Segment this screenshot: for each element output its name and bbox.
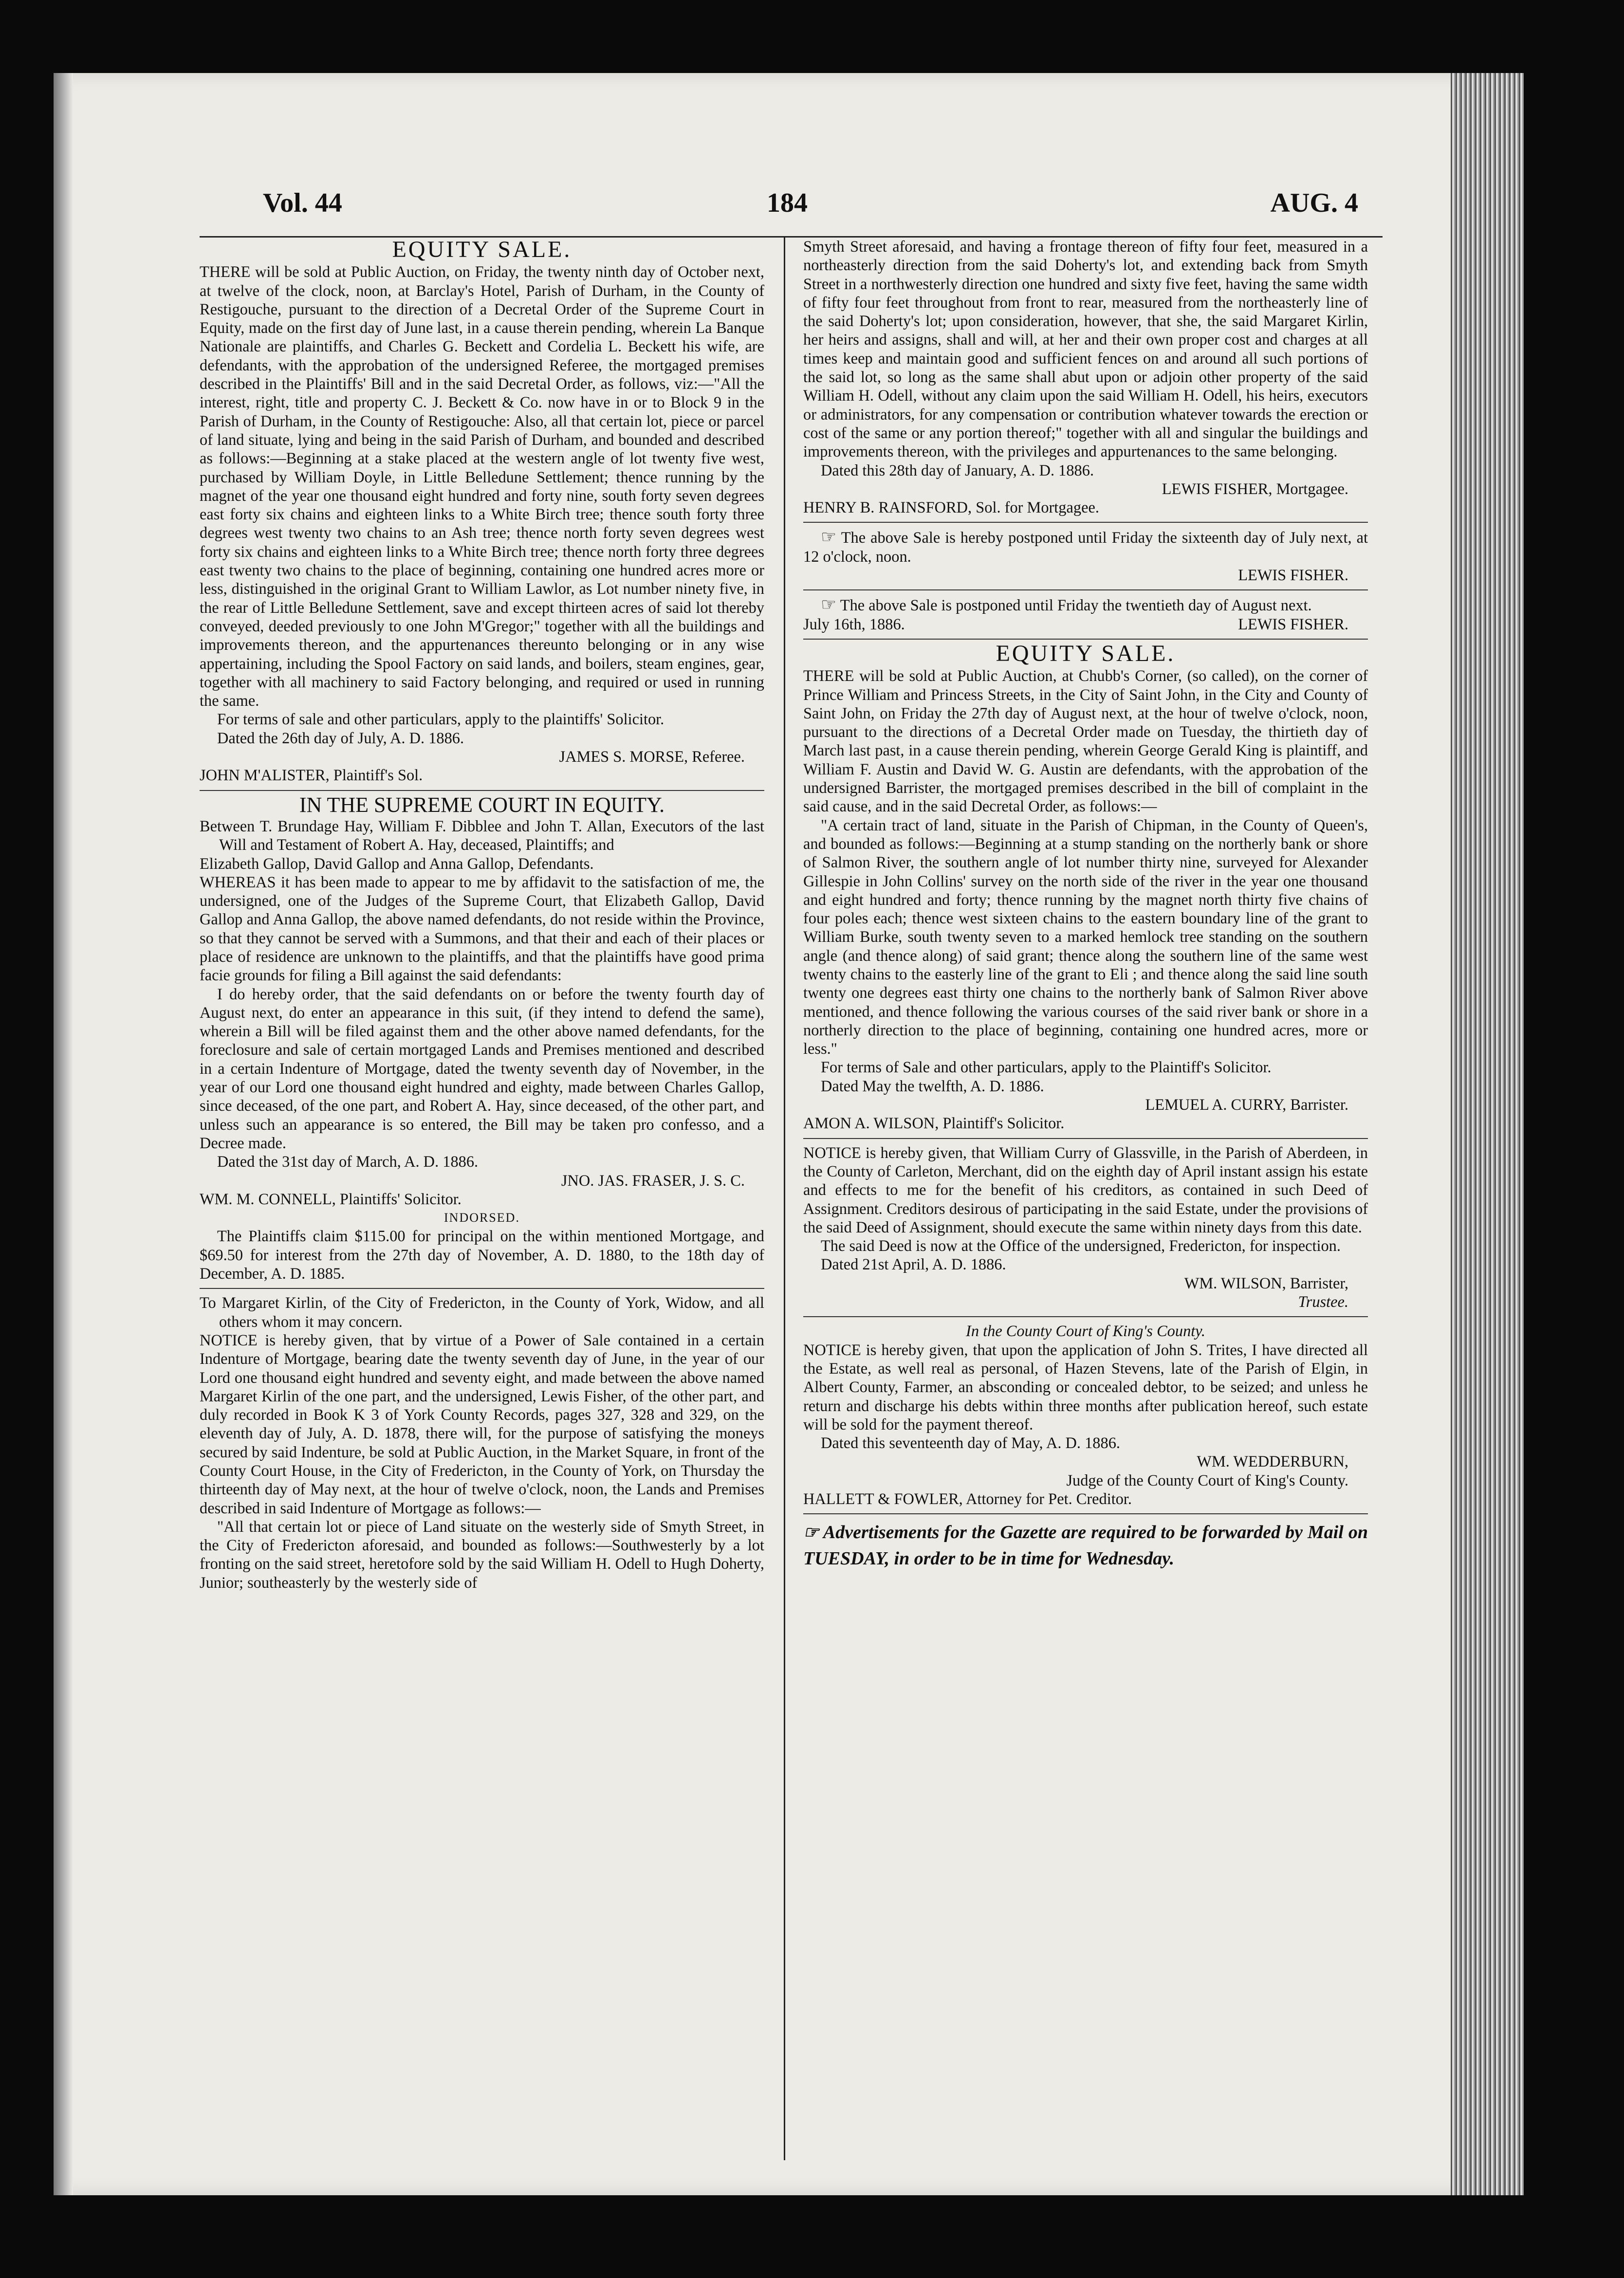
divider xyxy=(200,1288,764,1289)
barrister-signature: LEMUEL A. CURRY, Barrister. xyxy=(1145,1096,1348,1114)
plaintiff-solicitor: JOHN M'ALISTER, Plaintiff's Sol. xyxy=(200,767,423,785)
equity-sale-2-terms: For terms of Sale and other particulars, apply to the Plaintiff's Solicitor. xyxy=(821,1059,1272,1077)
book-spine xyxy=(54,73,73,2195)
parties-defendants: Elizabeth Gallop, David Gallop and Anna Gallop, Defendants. xyxy=(200,855,594,873)
pointing-hand-icon: ☞ xyxy=(803,1523,819,1543)
divider xyxy=(803,1513,1368,1514)
court-dated: Dated the 31st day of March, A. D. 1886. xyxy=(217,1153,479,1171)
judge-signature: JNO. JAS. FRASER, J. S. C. xyxy=(561,1172,745,1190)
creditor-attorney: HALLETT & FOWLER, Attorney for Pet. Creditor. xyxy=(803,1490,1132,1508)
postponement-2-date: July 16th, 1886. xyxy=(803,615,905,633)
divider xyxy=(803,1316,1368,1317)
plaintiff-claim: The Plaintiffs claim $115.00 for principal on the within mentioned Mortgage, and $69.50 for interest from the 27th day of November, A. D. 1880, to the 18th day of December, A. D. 1885. xyxy=(200,1228,764,1283)
equity-sale-2-solicitor: AMON A. WILSON, Plaintiff's Solicitor. xyxy=(803,1115,1065,1133)
assignment-notice: NOTICE is hereby given, that William Curry of Glassville, in the Parish of Aberdeen, in the County of Carleton, Merchant, did on the eighth day of April instant assign his estate and effects to me for the benefit of his creditors, as contained in such Deed of Assignment. Creditors desirous of participating in the said Estate, under the provisions of the said Deed of Assignment, should execute the same within ninety days from this date. xyxy=(803,1144,1368,1236)
postponement-1-text: The above Sale is hereby postponed until Friday the sixteenth day of July next, at 12 o'clock, noon. xyxy=(803,529,1368,566)
column-rule xyxy=(784,238,785,2160)
county-court-heading: In the County Court of King's County. xyxy=(966,1323,1205,1341)
equity-sale-dated: Dated the 26th day of July, A. D. 1886. xyxy=(217,729,464,747)
left-column xyxy=(200,238,764,1592)
absconding-debtor-notice: NOTICE is hereby given, that upon the application of John S. Trites, I have directed all the Estate, as well real as personal, of Hazen Stevens, late of the Parish of Elgin, in Albert County, Farmer, an absconding or concealed debtor, to be seized; and unless he return and discharge his debts within three months after publication hereof, such estate will be sold for the payment thereof. xyxy=(803,1341,1368,1433)
mortgagee-solicitor: HENRY B. RAINSFORD, Sol. for Mortgagee. xyxy=(803,499,1099,517)
page-content xyxy=(200,183,1383,2160)
county-court-dated: Dated this seventeenth day of May, A. D. 1886. xyxy=(821,1434,1120,1452)
page-number: 184 xyxy=(767,188,808,218)
assignment-deed: The said Deed is now at the Office of the undersigned, Fredericton, for inspection. xyxy=(821,1237,1341,1255)
divider xyxy=(803,522,1368,523)
columns xyxy=(200,236,1383,2160)
trustee-signature: WM. WILSON, Barrister, xyxy=(1184,1274,1348,1292)
trustee-title: Trustee. xyxy=(1298,1293,1348,1311)
advertisement-text: Advertisements for the Gazette are required to be forwarded by Mail on TUESDAY, in order to be in time for Wednesday. xyxy=(803,1522,1368,1569)
equity-sale-body: THERE will be sold at Public Auction, on Friday, the twenty ninth day of October next, at twelve of the clock, noon, at Barclay's Hotel, Parish of Durham, in the County of Restigouche, pursuant to the direction of a Decretal Order of the Supreme Court in Equity, made on the first day of June last, in a cause therein pending, wherein La Banque Nationale are plaintiffs, and Charles G. Beckett and Cordelia L. Beckett his wife, are defendants, with the approbation of the undersigned Referee, the mortgaged premises described in the Plaintiffs' Bill and in the said Decretal Order, as follows, viz:—"All the interest, right, title and property C. J. Beckett & Co. now have in or to Block 9 in the Parish of Durham, in the County of Restigouche: Also, all that certain lot, piece or parcel of land situate, lying and being in the said Parish of Durham, and bounded and described as follows:—Beginning at a stake placed at the western angle of lot twenty five west, purchased by William Doyle, in Little Belledune Settlement; thence running by the magnet of the year one thousand eight hundred and forty nine, south forty seven degrees east forty six chains and eighteen links to a White Birch tree; thence south forty three degrees west twenty two chains to an Ash tree; thence north forty seven degrees west forty six chains and eighteen links to a White Birch tree; thence north forty three degrees east twenty two chains to the place of beginning, containing one hundred acres more or less, distinguished in the original Grant to William Lawlor, as Lot number ninety five, in the rear of Little Belledune Settlement, save and except thirteen acres of said lot thereby conveyed, deeded previously to one John M'Gregor;" together with all the buildings and improvements thereon, and the appurtenances thereunto belonging or in any wise appertaining, including the Spool Factory on said lands, and boilers, steam engines, gear, together with all machinery to said Factory belonging, and required or used in running the same. xyxy=(200,263,764,710)
assignment-dated: Dated 21st April, A. D. 1886. xyxy=(821,1256,1006,1274)
county-judge-title: Judge of the County Court of King's County. xyxy=(1066,1471,1348,1489)
advertisement-notice xyxy=(803,1519,1368,1572)
page-header xyxy=(200,183,1383,236)
mortgagee-signature: LEWIS FISHER, Mortgagee. xyxy=(1162,480,1348,498)
parties-between: Between T. Brundage Hay, William F. Dibblee and John T. Allan, Executors of the last Will and Testament of Robert A. Hay, deceased, Plaintiffs; and xyxy=(200,817,764,854)
postponement-2 xyxy=(803,595,1368,615)
gazette-page xyxy=(54,73,1524,2195)
divider xyxy=(803,1138,1368,1139)
postponement-2-footer xyxy=(803,615,1368,634)
mortgage-addressee: To Margaret Kirlin, of the City of Fredericton, in the County of York, Widow, and all others whom it may concern. xyxy=(200,1294,764,1331)
equity-sale-2-title: EQUITY SALE. xyxy=(996,640,1176,666)
divider xyxy=(803,639,1368,640)
indorsed-heading: INDORSED. xyxy=(444,1211,520,1225)
court-solicitor: WM. M. CONNELL, Plaintiffs' Solicitor. xyxy=(200,1190,461,1208)
divider xyxy=(803,589,1368,590)
supreme-court-title: IN THE SUPREME COURT IN EQUITY. xyxy=(299,792,665,817)
pointing-hand-icon: ☞ xyxy=(821,527,837,547)
page-edges xyxy=(1451,73,1524,2195)
referee-signature: JAMES S. MORSE, Referee. xyxy=(559,748,745,766)
mortgage-land-quote: "All that certain lot or piece of Land situate on the westerly side of Smyth Street, in the City of Fredericton aforesaid, and bounded as follows:—Southwesterly by a lot fronting on the said street, heretofore sold by the said William H. Odell to Hugh Doherty, Junior; southeasterly by the westerly side of xyxy=(200,1518,764,1592)
equity-sale-2-dated: Dated May the twelfth, A. D. 1886. xyxy=(821,1077,1044,1095)
postponement-2-text: The above Sale is postponed until Friday the twentieth day of August next. xyxy=(840,597,1312,615)
divider xyxy=(200,790,764,791)
postponement-1-signature: LEWIS FISHER. xyxy=(1238,567,1348,585)
equity-sale-title: EQUITY SALE. xyxy=(392,237,572,262)
postponement-1 xyxy=(803,528,1368,566)
equity-sale-2-quote: "A certain tract of land, situate in the Parish of Chipman, in the County of Queen's, and bounded as follows:—Beginning at a stump standing on the northerly bank or shore of Salmon River, the southern angle of lot number thirty nine, surveyed for Alexander Gillespie in John Collins' survey on the north side of the river in the year one thousand and eight hundred and forty; thence running by the magnet north thirty five chains of four poles each; thence west sixteen chains to the eastern boundary line of the grant to William Burke, south twenty seven to a marked hemlock tree standing on the southern angle (and thence along) of said grant; thence along the southern line of the same west twenty chains to the easterly line of the grant to Eli ; and thence along the said line south twenty one degrees east thirty one chains to the northerly bank of Salmon River above mentioned, and thence following the various courses of the said river bank or shore in a northerly direction to the place of beginning, containing one hundred acres, more or less." xyxy=(803,816,1368,1058)
volume-number: Vol. 44 xyxy=(263,188,342,218)
whereas-paragraph: WHEREAS it has been made to appear to me by affidavit to the satisfaction of me, the undersigned, one of the Judges of the Supreme Court, that Elizabeth Gallop, David Gallop and Anna Gallop, the above named defendants, do not reside within the Province, so that they cannot be served with a Summons, and that their and each of their places or place of residence are unknown to the plaintiffs, and that the plaintiffs have good prima facie grounds for filing a Bill against the said defendants: xyxy=(200,873,764,985)
equity-sale-terms: For terms of sale and other particulars, apply to the plaintiffs' Solicitor. xyxy=(217,711,664,729)
postponement-2-signature: LEWIS FISHER. xyxy=(1238,615,1348,633)
mortgage-notice-body: NOTICE is hereby given, that by virtue of a Power of Sale contained in a certain Indenture of Mortgage, bearing date the twenty seventh day of June, in the year of our Lord one thousand eight hundred and seventy eight, and made between the above named Margaret Kirlin of the one part, and the undersigned, Lewis Fisher, of the other part, and duly recorded in Book K 3 of York County Records, pages 327, 328 and 329, on the eleventh day of July, A. D. 1878, there will, for the purpose of satisfying the moneys secured by said Indenture, be sold at Public Auction, in the Market Square, in front of the County Court House, in the City of Fredericton, in the County of York, on Thursday the thirteenth day of May next, at the hour of twelve o'clock, noon, the Lands and Premises described in said Indenture of Mortgage as follows:— xyxy=(200,1331,764,1517)
pointing-hand-icon: ☞ xyxy=(821,595,837,615)
equity-sale-2-body: THERE will be sold at Public Auction, at Chubb's Corner, (so called), on the corner of Prince William and Princess Streets, in the City of Saint John, in the City and County of Saint John, on Friday the 27th day of August next, at the hour of twelve o'clock, noon, pursuant to the directions of a Decretal Order made on Tuesday, the thirtieth day of March last past, in a cause therein pending, wherein George Gerald King is plaintiff, and William F. Austin and David W. G. Austin are defendants, with the approbation of the undersigned Barrister, the mortgaged premises described in the bill of complaint in the said cause, and in the said Decretal Order, as follows:— xyxy=(803,667,1368,816)
issue-date: AUG. 4 xyxy=(1270,188,1358,218)
mortgage-continuation: Smyth Street aforesaid, and having a frontage thereon of fifty four feet, measured in a northeasterly direction from the said Doherty's lot, and extending back from Smyth Street in a northwesterly direction one hundred and sixty five feet, having the same width of fifty four feet throughout from front to rear, measured from the northeasterly line of the said Doherty's lot; upon consideration, however, that she, the said Margaret Kirlin, her heirs and assigns, shall and will, at her and their own proper cost and charges at all times keep and maintain good and sufficient fences on and around all such portions of the said lot, so long as the same shall abut upon or adjoin other property of the said William H. Odell, without any claim upon the said William H. Odell, his heirs, executors or administrators, for any compensation or contribution whatever towards the erection or cost of the same or any portion thereof;" together with all and singular the buildings and improvements thereon, with the privileges and appurtenances to the same belonging. xyxy=(803,238,1368,461)
order-paragraph: I do hereby order, that the said defendants on or before the twenty fourth day of August next, do enter an appearance in this suit, (if they intend to defend the same), wherein a Bill will be filed against them and the other above named defendants, for the foreclosure and sale of certain mortgaged Lands and Premises mentioned and described in a certain Indenture of Mortgage, dated the twenty seventh day of November, in the year of our Lord one thousand eight hundred and eighty, made between Charles Gallop, since deceased, of the one part, and Robert A. Hay, since deceased, of the other part, and unless such an appearance is so entered, the Bill may be taken pro confesso, and a Decree made. xyxy=(200,985,764,1152)
mortgage-dated: Dated this 28th day of January, A. D. 1886. xyxy=(821,461,1094,479)
right-column xyxy=(803,238,1368,1572)
county-judge-signature: WM. WEDDERBURN, xyxy=(1197,1453,1348,1471)
